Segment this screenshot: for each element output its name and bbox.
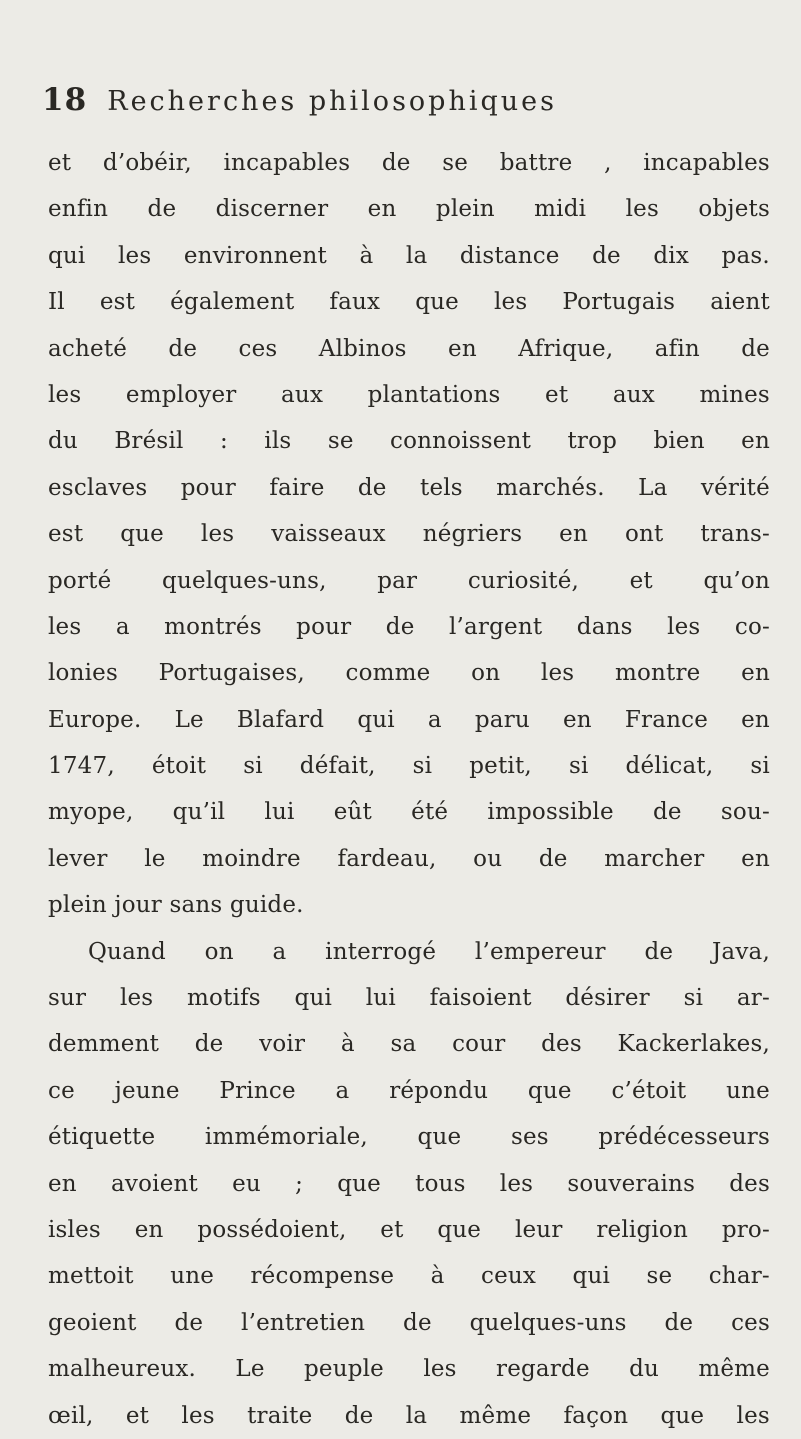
text-line: enfin de discerner en plein midi les objets bbox=[48, 196, 770, 223]
text-line: lonies Portugaises, comme on les montre en bbox=[48, 660, 770, 687]
text-line: esclaves pour faire de tels marchés. La vérité bbox=[48, 474, 770, 501]
text-line: et d’obéir, incapables de se battre , incapables bbox=[48, 150, 770, 176]
text-line: Europe. Le Blafard qui a paru en France en bbox=[48, 706, 770, 733]
text-line: ce jeune Prince a répondu que c’étoit une bbox=[48, 1077, 770, 1104]
text-line: demment de voir à sa cour des Kackerlakes, bbox=[48, 1031, 770, 1058]
text-line: les employer aux plantations et aux mines bbox=[48, 381, 770, 408]
body-text bbox=[48, 140, 770, 1439]
text-line: sur les motifs qui lui faisoient désirer si ar- bbox=[48, 985, 770, 1012]
text-line: étiquette immémoriale, que ses prédécesseurs bbox=[48, 1124, 770, 1151]
text-line: œil, et les traite de la même façon que les bbox=[48, 1402, 770, 1429]
text-line: qui les environnent à la distance de dix pas. bbox=[48, 242, 770, 269]
running-title: Recherches philosophiques bbox=[107, 86, 557, 117]
text-line: Il est également faux que les Portugais aient bbox=[48, 289, 770, 316]
text-line: isles en possédoient, et que leur religion pro- bbox=[48, 1216, 770, 1243]
text-line: du Brésil : ils se connoissent trop bien en bbox=[48, 428, 770, 455]
text-line: 1747, étoit si défait, si petit, si délicat, si bbox=[48, 753, 770, 780]
text-line: acheté de ces Albinos en Afrique, afin de bbox=[48, 335, 770, 362]
text-line: myope, qu’il lui eût été impossible de sou- bbox=[48, 799, 770, 826]
text-line: plein jour sans guide. bbox=[48, 892, 304, 919]
text-line: les a montrés pour de l’argent dans les co- bbox=[48, 613, 770, 640]
text-line: porté quelques-uns, par curiosité, et qu’on bbox=[48, 567, 770, 594]
text-line: Quand on a interrogé l’empereur de Java, bbox=[88, 938, 770, 965]
page-header bbox=[42, 82, 742, 130]
page-number: 18 bbox=[42, 82, 88, 118]
text-line: en avoient eu ; que tous les souverains des bbox=[48, 1170, 770, 1197]
text-line: malheureux. Le peuple les regarde du même bbox=[48, 1356, 770, 1383]
text-line: est que les vaisseaux négriers en ont trans- bbox=[48, 521, 770, 548]
text-line: geoient de l’entretien de quelques-uns de ces bbox=[48, 1309, 770, 1336]
text-line: lever le moindre fardeau, ou de marcher en bbox=[48, 845, 770, 872]
text-line: mettoit une récompense à ceux qui se char- bbox=[48, 1263, 770, 1290]
